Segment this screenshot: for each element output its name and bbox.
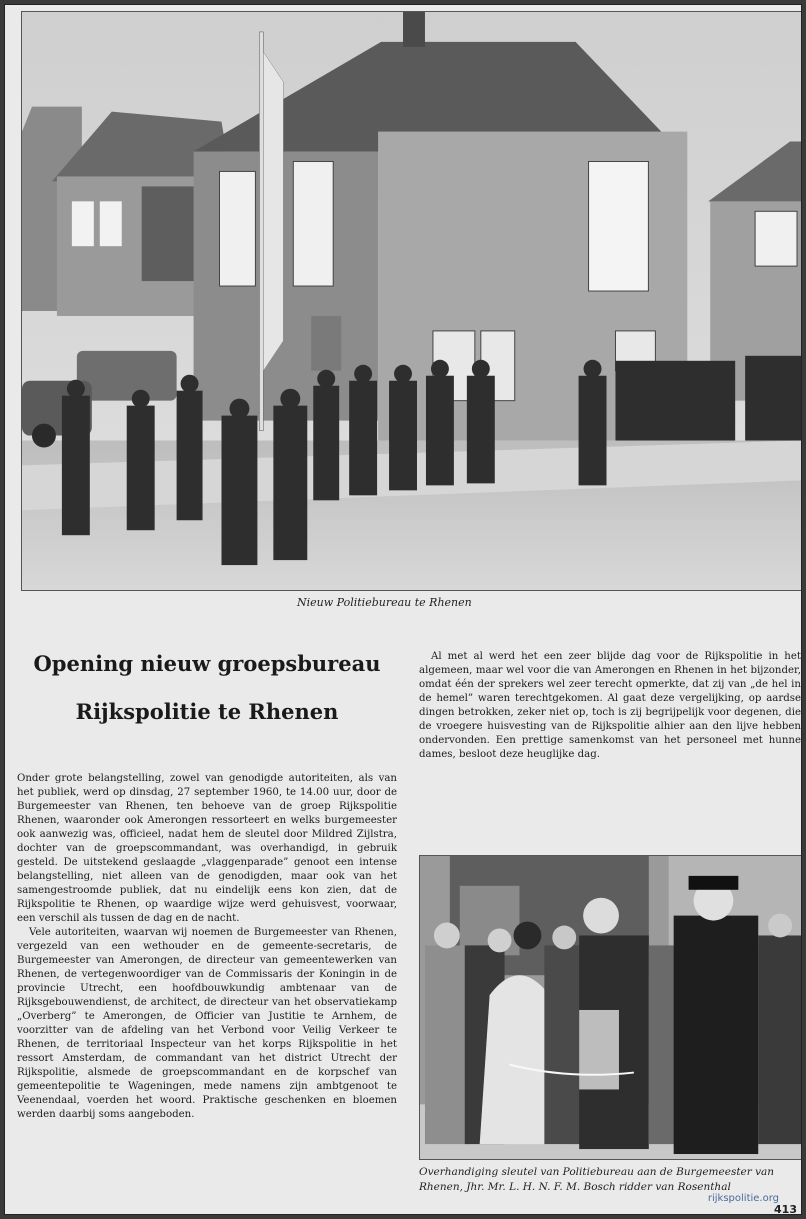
article-headline-line2: Rijkspolitie te Rhenen [75, 699, 339, 724]
article-left-column [17, 772, 397, 1122]
police-station-photo-drawing [22, 12, 802, 590]
key-handover-photo-drawing [420, 856, 802, 1159]
article-paragraph-2: Vele autoriteiten, waarvan wij noemen de Burgemeester van Rhenen, vergezeld van een wethouder en de gemeente-secretaris, de Burgemeester van Amerongen, de directeur van gemeentewerken van Rhenen, de vertegenwoordiger van de Commissaris der Koningin in de provincie Utrecht, een hoofdbouwkundig ambtenaar van de Rijksgebouwendienst, de architect, de directeur van het observatiekamp „Overberg” te Amerongen, de Officier van Justitie te Arnhem, de voorzitter van de afdeling van het Verbond voor Veilig Verkeer te Rhenen, de territoriaal Inspecteur van het korps Rijkspolitie in het ressort Amsterdam, de commandant van het district Utrecht der Rijkspolitie, alsmede de groepscommandant en de korpschef van gemeentepolitie te Wageningen, mede namens zijn ambtgenoot te Veenendaal, voerden het woord. Praktische geschenken en bloemen werden daarbij soms aangeboden. [17, 927, 397, 1120]
article-paragraph-1: Onder grote belangstelling, zowel van genodigde autoriteiten, als van het publiek, werd op dinsdag, 27 september 1960, te 14.00 uur, door de Burgemeester van Rhenen, ten behoeve van de groep Rijkspolitie Rhenen, waaronder ook Amerongen ressorteert en welks burgemeester ook aanwezig was, officieel, nadat hem de sleutel door Mildred Zijlstra, dochter van de groepscommandant, was overhandigd, in gebruik gesteld. De uitstekend geslaagde „vlaggenparade” genoot een intense belangstelling, niet alleen van de genodigden, maar ook van het samengestroomde publiek, dat nu eindelijk eens kon zien, dat de Rijkspolitie te Rhenen, op waardige wijze werd gehuisvest, voorwaar, een verschil als tussen de dag en de nacht. [17, 773, 397, 924]
bottom-photo-caption: Overhandiging sleutel van Politiebureau aan de Burgemeester van Rhenen, Jhr. Mr. L. H. N. F. M. Bosch ridder van Rosenthal [419, 1166, 775, 1193]
article-right-column [419, 650, 801, 762]
watermark-text: rijkspolitie.org [707, 1193, 779, 1204]
page-number: 413 [774, 1203, 797, 1215]
article-paragraph-3: Al met al werd het een zeer blijde dag voor de Rijkspolitie in het algemeen, maar wel voor die van Amerongen en Rhenen in het bijzonder, omdat één der sprekers wel zeer terecht opmerkte, dat zij van „de hel in de hemel” waren terechtgekomen. Al gaat deze vergelijking, op aardse dingen betrokken, zeker niet op, toch is zij begrijpelijk voor degenen, die de vroegere huisvesting van de Rijkspolitie alhier aan den lijve hebben ondervonden. Een prettige samenkomst van het personeel met hunne dames, besloot deze heuglijke dag. [419, 651, 801, 760]
article-headline-line1: Opening nieuw groepsbureau [33, 651, 381, 676]
photo-key-handover [419, 855, 802, 1160]
document-page [4, 4, 802, 1215]
photo-police-station [21, 11, 802, 591]
top-photo-caption: Nieuw Politiebureau te Rhenen [297, 596, 472, 609]
